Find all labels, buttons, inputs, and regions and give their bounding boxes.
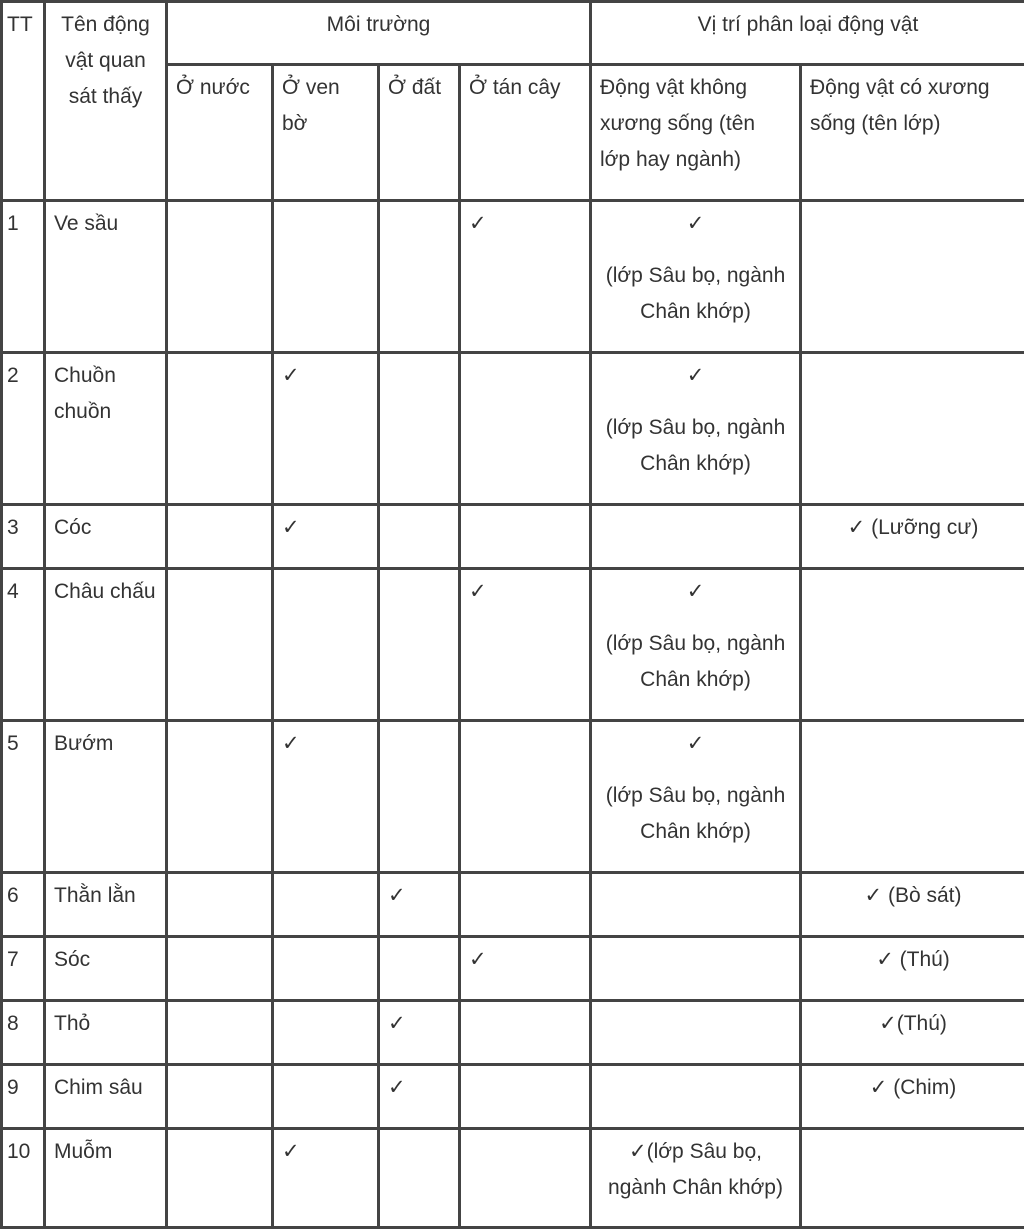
check-mark-icon: ✓ xyxy=(469,942,581,978)
invertebrate-class-note: (lớp Sâu bọ, ngành Chân khớp) xyxy=(600,410,791,482)
cell-animal-name: Muỗm xyxy=(45,1129,167,1228)
header-water: Ở nước xyxy=(167,65,273,201)
cell-env-water xyxy=(167,937,273,1001)
cell-env-canopy xyxy=(460,721,591,873)
cell-tt: 8 xyxy=(2,1001,45,1065)
cell-vertebrate: ✓ (Chim) xyxy=(801,1065,1024,1129)
cell-env-canopy xyxy=(460,1129,591,1228)
cell-invertebrate xyxy=(591,505,801,569)
check-mark-icon: ✓ xyxy=(282,726,369,762)
cell-env-canopy xyxy=(460,201,591,353)
cell-env-ground xyxy=(379,569,460,721)
cell-env-shore xyxy=(273,1001,379,1065)
check-mark-icon: ✓ xyxy=(600,358,791,394)
table-row xyxy=(2,353,1024,505)
cell-invertebrate xyxy=(591,1065,801,1129)
cell-invertebrate xyxy=(591,721,801,873)
cell-vertebrate xyxy=(801,569,1024,721)
cell-env-water xyxy=(167,353,273,505)
check-mark-icon: ✓ xyxy=(282,1134,369,1170)
cell-env-water xyxy=(167,1065,273,1129)
table-row xyxy=(2,569,1024,721)
cell-vertebrate xyxy=(801,721,1024,873)
check-mark-icon: ✓ xyxy=(600,574,791,610)
cell-env-shore xyxy=(273,505,379,569)
cell-env-water xyxy=(167,873,273,937)
header-shore: Ở ven bờ xyxy=(273,65,379,201)
check-mark-icon: ✓ xyxy=(469,206,581,242)
cell-animal-name: Chim sâu xyxy=(45,1065,167,1129)
cell-animal-name: Thằn lằn xyxy=(45,873,167,937)
cell-env-water xyxy=(167,201,273,353)
cell-tt: 4 xyxy=(2,569,45,721)
cell-env-canopy xyxy=(460,873,591,937)
cell-invertebrate xyxy=(591,937,801,1001)
check-mark-icon: ✓ xyxy=(600,726,791,762)
cell-env-ground xyxy=(379,505,460,569)
cell-vertebrate xyxy=(801,353,1024,505)
invertebrate-class-note: (lớp Sâu bọ, ngành Chân khớp) xyxy=(600,626,791,698)
cell-animal-name: Ve sầu xyxy=(45,201,167,353)
table-row xyxy=(2,873,1024,937)
cell-env-water xyxy=(167,569,273,721)
check-mark-icon: ✓ xyxy=(600,206,791,242)
header-ground: Ở đất xyxy=(379,65,460,201)
cell-env-canopy xyxy=(460,353,591,505)
cell-env-shore xyxy=(273,353,379,505)
cell-env-water xyxy=(167,1129,273,1228)
cell-tt: 10 xyxy=(2,1129,45,1228)
check-mark-icon: ✓ xyxy=(388,878,450,914)
table-row xyxy=(2,1065,1024,1129)
cell-env-ground xyxy=(379,873,460,937)
cell-env-shore xyxy=(273,937,379,1001)
cell-vertebrate: ✓ (Thú) xyxy=(801,937,1024,1001)
table-row xyxy=(2,937,1024,1001)
cell-invertebrate xyxy=(591,873,801,937)
header-tt: TT xyxy=(2,2,45,201)
cell-env-shore xyxy=(273,1129,379,1228)
cell-env-canopy xyxy=(460,937,591,1001)
table-row xyxy=(2,1001,1024,1065)
cell-env-ground xyxy=(379,1065,460,1129)
cell-env-shore xyxy=(273,1065,379,1129)
cell-animal-name: Bướm xyxy=(45,721,167,873)
cell-env-ground xyxy=(379,201,460,353)
cell-tt: 5 xyxy=(2,721,45,873)
header-environment: Môi trường xyxy=(167,2,591,65)
cell-env-ground xyxy=(379,353,460,505)
invertebrate-class-note: ✓(lớp Sâu bọ, ngành Chân khớp) xyxy=(600,1134,791,1206)
cell-env-water xyxy=(167,721,273,873)
table-row xyxy=(2,505,1024,569)
cell-env-ground xyxy=(379,721,460,873)
cell-animal-name: Châu chấu xyxy=(45,569,167,721)
cell-vertebrate: ✓ (Lưỡng cư) xyxy=(801,505,1024,569)
cell-tt: 1 xyxy=(2,201,45,353)
cell-invertebrate xyxy=(591,1129,801,1228)
header-row-top xyxy=(2,2,1024,65)
cell-env-shore xyxy=(273,873,379,937)
cell-animal-name: Sóc xyxy=(45,937,167,1001)
cell-vertebrate: ✓(Thú) xyxy=(801,1001,1024,1065)
cell-tt: 3 xyxy=(2,505,45,569)
cell-env-shore xyxy=(273,201,379,353)
cell-vertebrate xyxy=(801,1129,1024,1228)
cell-tt: 9 xyxy=(2,1065,45,1129)
header-canopy: Ở tán cây xyxy=(460,65,591,201)
cell-env-water xyxy=(167,1001,273,1065)
cell-invertebrate xyxy=(591,1001,801,1065)
check-mark-icon: ✓ xyxy=(282,510,369,546)
cell-animal-name: Thỏ xyxy=(45,1001,167,1065)
table-row xyxy=(2,1129,1024,1228)
cell-env-shore xyxy=(273,721,379,873)
cell-tt: 2 xyxy=(2,353,45,505)
cell-animal-name: Chuồn chuồn xyxy=(45,353,167,505)
cell-env-canopy xyxy=(460,505,591,569)
check-mark-icon: ✓ xyxy=(282,358,369,394)
cell-animal-name: Cóc xyxy=(45,505,167,569)
cell-env-canopy xyxy=(460,569,591,721)
cell-env-ground xyxy=(379,1001,460,1065)
check-mark-icon: ✓ xyxy=(388,1070,450,1106)
header-vertebrate: Động vật có xương sống (tên lớp) xyxy=(801,65,1024,201)
cell-invertebrate xyxy=(591,201,801,353)
table-row xyxy=(2,721,1024,873)
invertebrate-class-note: (lớp Sâu bọ, ngành Chân khớp) xyxy=(600,778,791,850)
cell-env-ground xyxy=(379,937,460,1001)
cell-tt: 7 xyxy=(2,937,45,1001)
cell-env-shore xyxy=(273,569,379,721)
check-mark-icon: ✓ xyxy=(388,1006,450,1042)
cell-tt: 6 xyxy=(2,873,45,937)
cell-vertebrate xyxy=(801,201,1024,353)
cell-invertebrate xyxy=(591,569,801,721)
invertebrate-class-note: (lớp Sâu bọ, ngành Chân khớp) xyxy=(600,258,791,330)
cell-env-ground xyxy=(379,1129,460,1228)
header-invertebrate: Động vật không xương sống (tên lớp hay ngành) xyxy=(591,65,801,201)
cell-vertebrate: ✓ (Bò sát) xyxy=(801,873,1024,937)
cell-env-water xyxy=(167,505,273,569)
table-body xyxy=(2,201,1024,1228)
header-classification: Vị trí phân loại động vật xyxy=(591,2,1024,65)
table-row xyxy=(2,201,1024,353)
cell-env-canopy xyxy=(460,1065,591,1129)
cell-env-canopy xyxy=(460,1001,591,1065)
check-mark-icon: ✓ xyxy=(469,574,581,610)
cell-invertebrate xyxy=(591,353,801,505)
header-animal-name: Tên động vật quan sát thấy xyxy=(45,2,167,201)
